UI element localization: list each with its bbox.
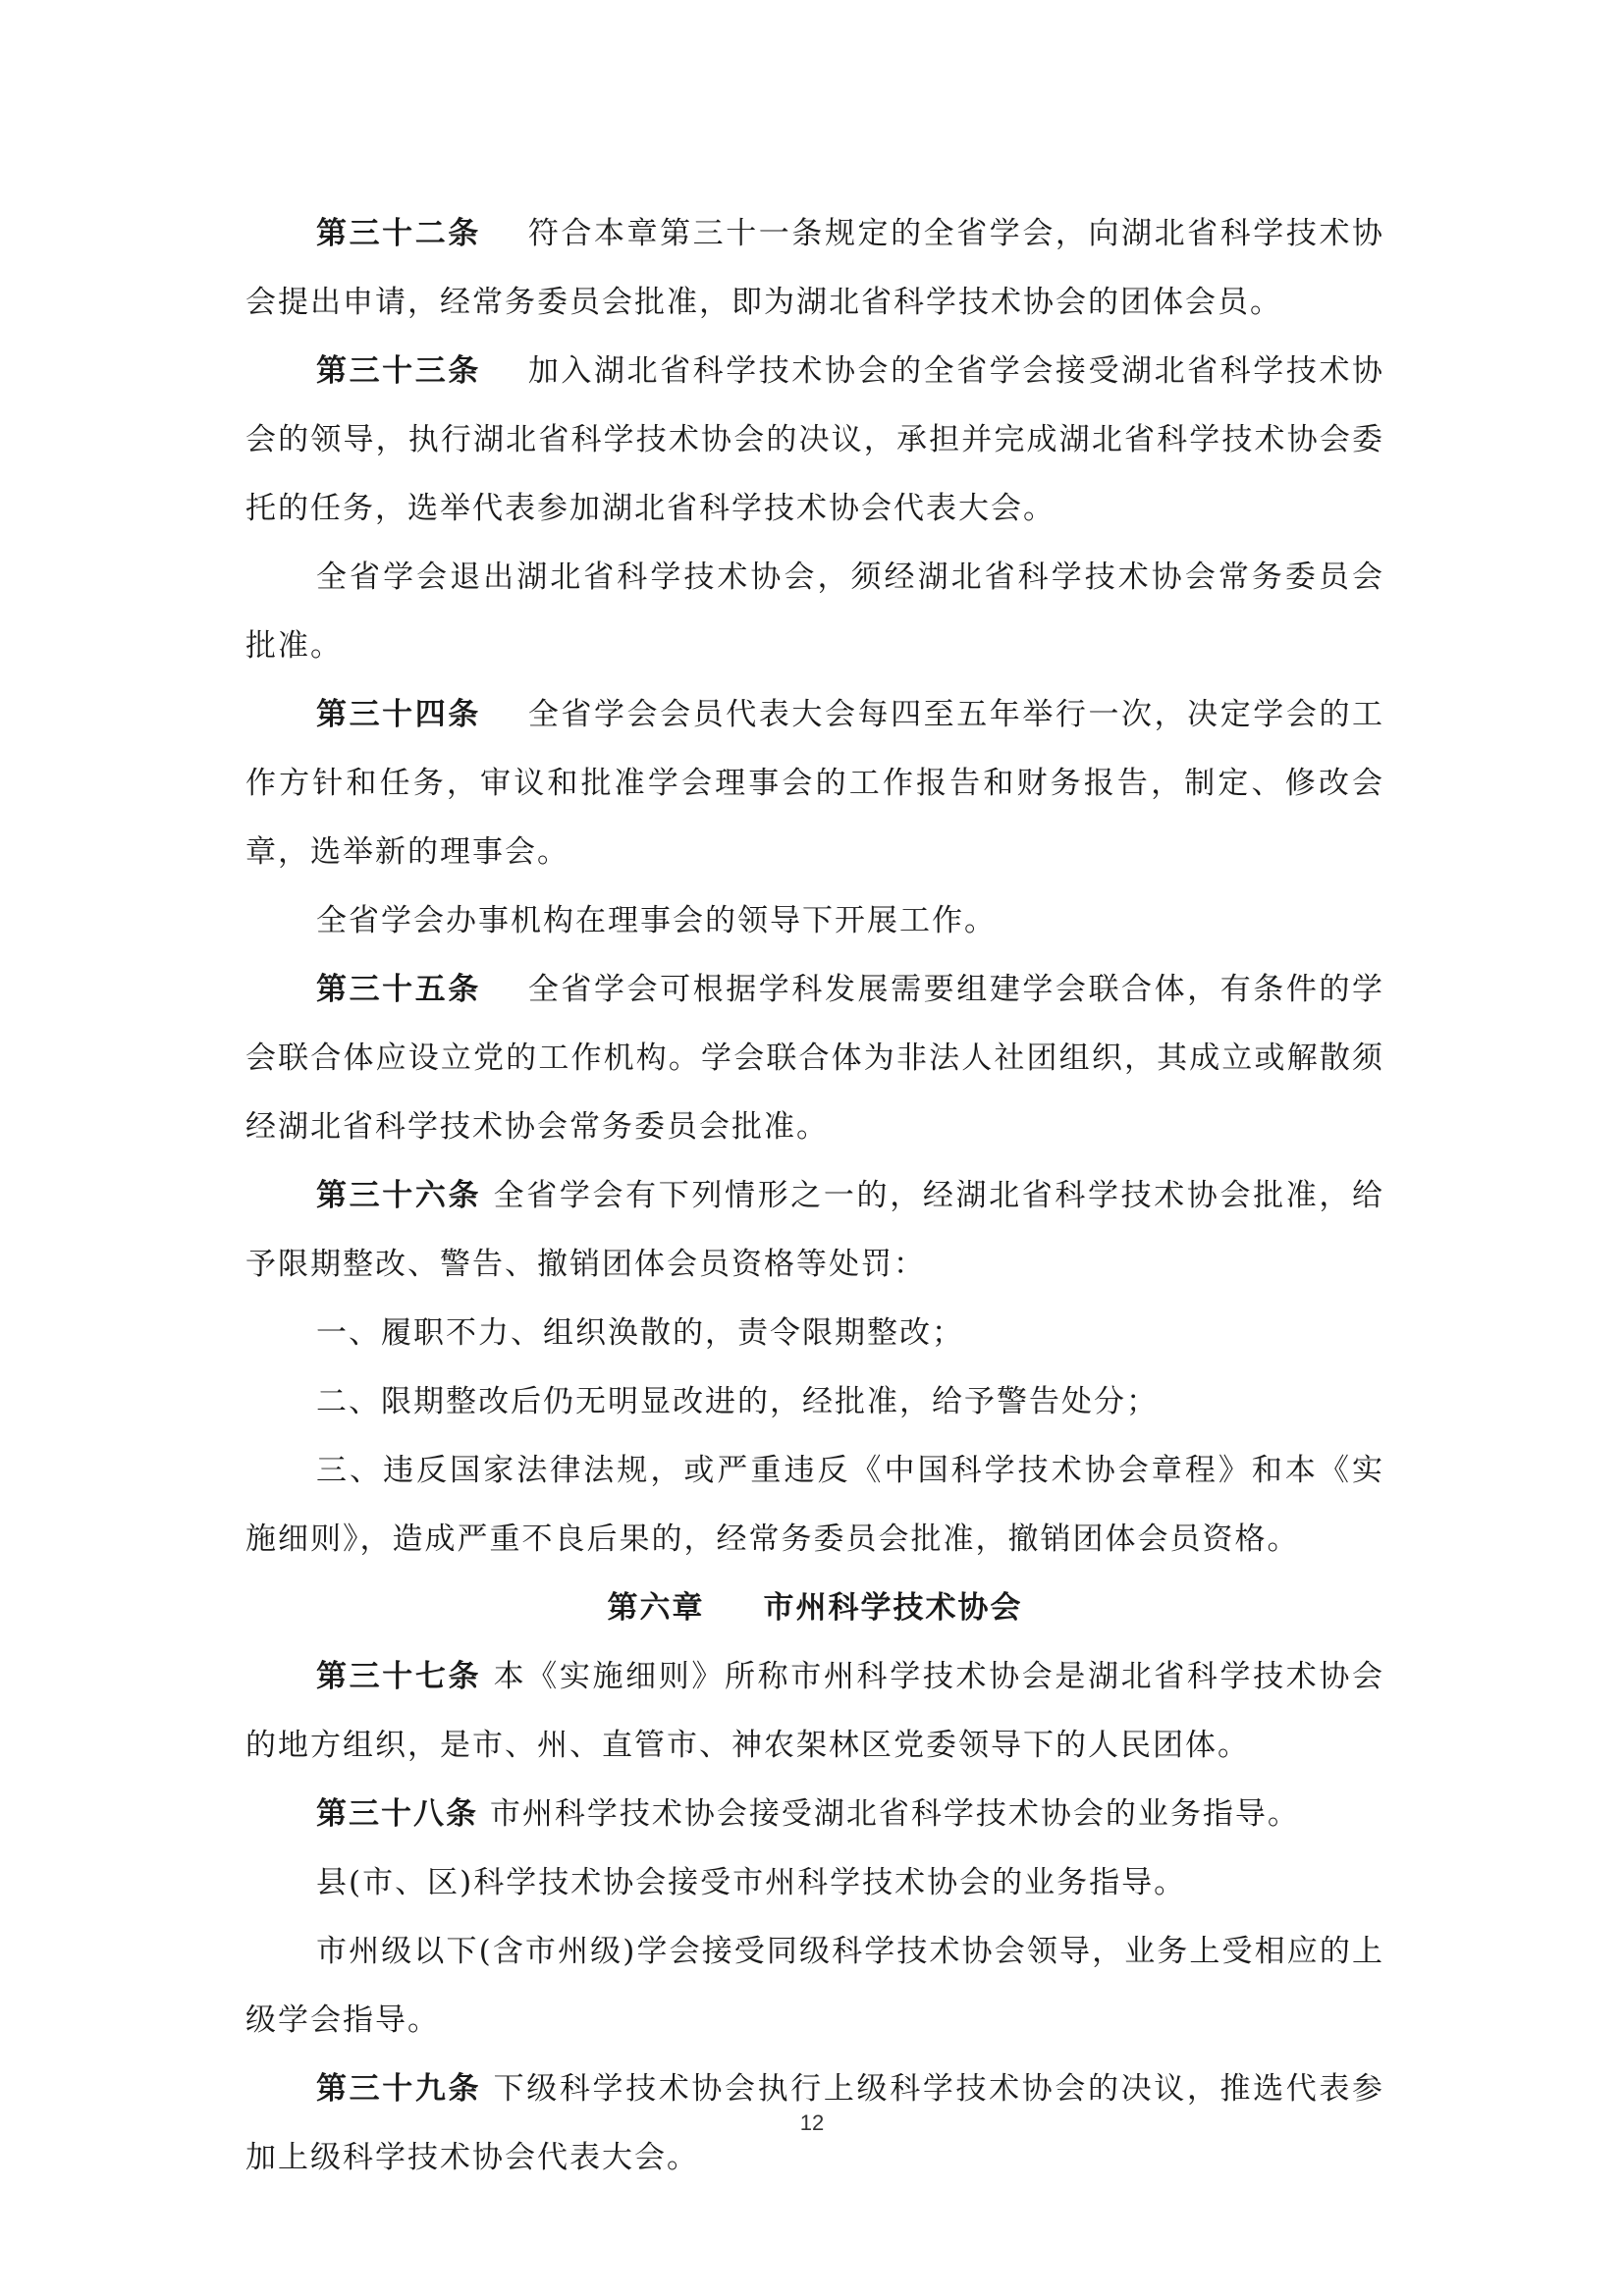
paragraph [245,1299,1384,1367]
chapter-heading [245,1574,1384,1642]
chapter-number: 第六章 [607,1590,705,1626]
article-number: 第三十七条 [316,1659,482,1694]
paragraph [245,1917,1384,2055]
paragraph-text: 全省学会退出湖北省科学技术协会，须经湖北省科学技术协会常务委员会批准。 [245,560,1384,664]
paragraph [245,1848,1384,1917]
page-number: 12 [799,2110,825,2135]
paragraph-text: 县(市、区)科学技术协会接受市州科学技术协会的业务指导。 [316,1865,1187,1900]
paragraph-text: 三、违反国家法律法规，或严重违反《中国科学技术协会章程》和本《实施细则》，造成严重不良后果的，经常务委员会批准，撤销团体会员资格。 [245,1453,1384,1557]
paragraph-text: 全省学会有下列情形之一的，经湖北省科学技术协会批准，给予限期整改、警告、撤销团体会员资格等处罚： [245,1178,1385,1282]
article-paragraph [245,199,1384,337]
paragraph [245,543,1384,680]
article-number: 第三十三条 [316,353,481,389]
paragraph-text: 一、履职不力、组织涣散的，责令限期整改； [316,1315,964,1351]
article-paragraph [245,1161,1384,1299]
article-paragraph [245,680,1384,886]
paragraph-text: 全省学会办事机构在理事会的领导下开展工作。 [316,903,997,938]
paragraph-text: 加入湖北省科学技术协会的全省学会接受湖北省科学技术协会的领导，执行湖北省科学技术协会的决议，承担并完成湖北省科学技术协会委托的任务，选举代表参加湖北省科学技术协会代表大会。 [245,353,1385,526]
paragraph [245,886,1384,955]
paragraph-text: 本《实施细则》所称市州科学技术协会是湖北省科学技术协会的地方组织，是市、州、直管市、神农架林区党委领导下的人民团体。 [245,1659,1385,1763]
articles-section-6 [245,1642,1384,2192]
paragraph-text: 市州级以下(含市州级)学会接受同级科学技术协会领导，业务上受相应的上级学会指导。 [245,1934,1384,2038]
article-number: 第三十二条 [316,216,481,251]
paragraph-text: 符合本章第三十一条规定的全省学会，向湖北省科学技术协会提出申请，经常务委员会批准，即为湖北省科学技术协会的团体会员。 [245,216,1385,320]
article-number: 第三十四条 [316,697,481,732]
article-number: 第三十九条 [316,2071,482,2107]
paragraph-text: 全省学会可根据学科发展需要组建学会联合体，有条件的学会联合体应设立党的工作机构。学会联合体为非法人社团组织，其成立或解散须经湖北省科学技术协会常务委员会批准。 [245,972,1385,1145]
paragraph-text: 二、限期整改后仍无明显改进的，经批准，给予警告处分； [316,1384,1159,1419]
paragraph [245,1367,1384,1436]
chapter-title: 市州科学技术协会 [763,1590,1023,1626]
article-paragraph [245,1642,1384,1780]
article-paragraph [245,955,1384,1161]
articles-section-5 [245,199,1384,1574]
paragraph [245,1436,1384,1574]
article-number: 第三十八条 [316,1796,478,1832]
paragraph-text: 下级科学技术协会执行上级科学技术协会的决议，推选代表参加上级科学技术协会代表大会。 [245,2071,1385,2175]
paragraph-text: 市州科学技术协会接受湖北省科学技术协会的业务指导。 [478,1796,1300,1832]
article-number: 第三十六条 [316,1178,482,1213]
paragraph-text: 全省学会会员代表大会每四至五年举行一次，决定学会的工作方针和任务，审议和批准学会理事会的工作报告和财务报告，制定、修改会章，选举新的理事会。 [245,697,1385,870]
article-paragraph [245,337,1384,543]
article-number: 第三十五条 [316,972,481,1007]
article-paragraph [245,1780,1384,1848]
document-body [245,199,1384,2192]
